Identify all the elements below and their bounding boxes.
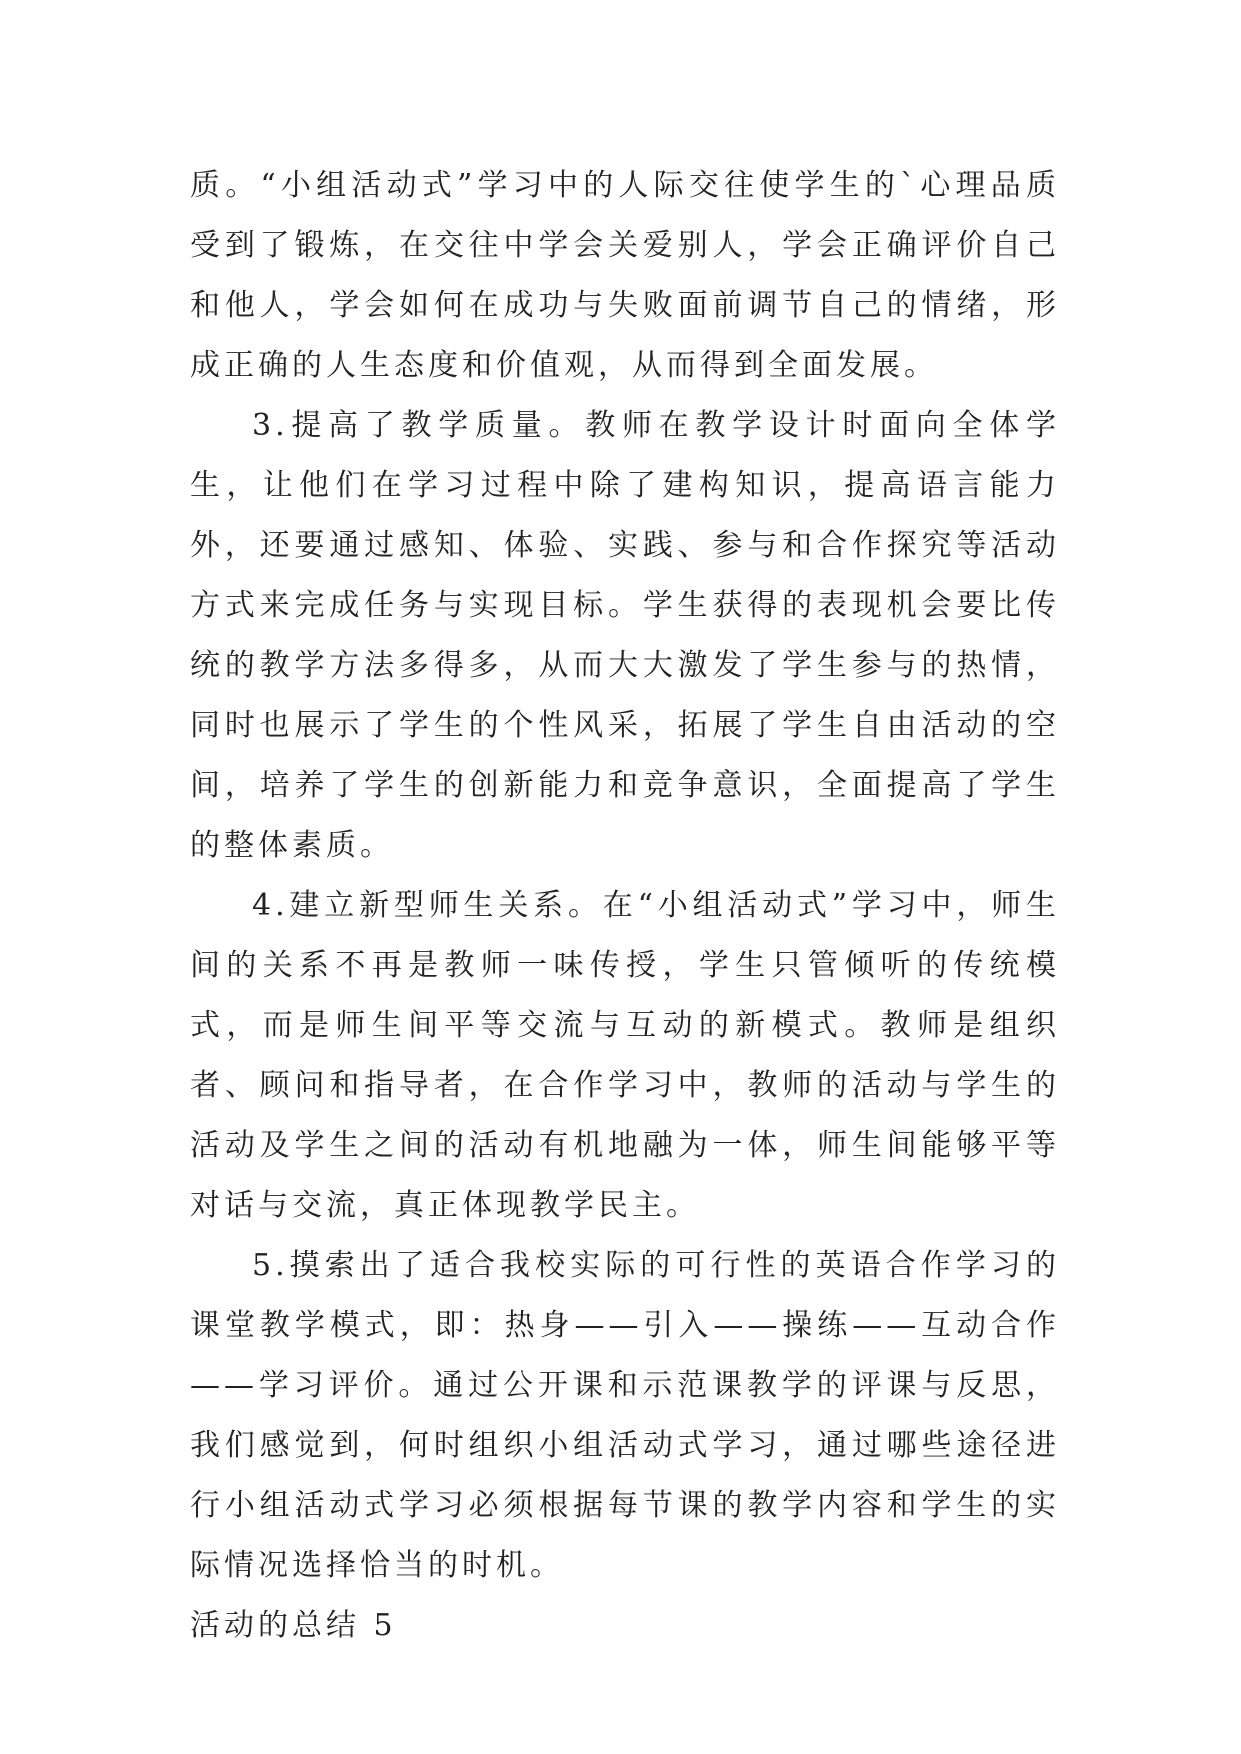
- paragraph-continuation: 质。“小组活动式”学习中的人际交往使学生的`心理品质受到了锻炼，在交往中学会关爱别人，学会正确评价自己和他人，学会如何在成功与失败面前调节自己的情绪，形成正确的人生态度和价值观，从而得到全面发展。: [190, 168, 1060, 383]
- paragraph-item-5: 5.摸索出了适合我校实际的可行性的英语合作学习的课堂教学模式，即：热身——引入——操练——互动合作——学习评价。通过公开课和示范课教学的评课与反思，我们感觉到，何时组织小组活动式学习，通过哪些途径进行小组活动式学习必须根据每节课的教学内容和学生的实际情况选择恰当的时机。: [190, 1248, 1060, 1583]
- section-heading: 活动的总结 5: [190, 1608, 397, 1643]
- document-body: [190, 156, 1060, 1656]
- paragraph-item-3: 3.提高了教学质量。教师在教学设计时面向全体学生，让他们在学习过程中除了建构知识，提高语言能力外，还要通过感知、体验、实践、参与和合作探究等活动方式来完成任务与实现目标。学生获得的表现机会要比传统的教学方法多得多，从而大大激发了学生参与的热情，同时也展示了学生的个性风采，拓展了学生自由活动的空间，培养了学生的创新能力和竞争意识，全面提高了学生的整体素质。: [190, 408, 1060, 863]
- paragraph-item-4: 4.建立新型师生关系。在“小组活动式”学习中，师生间的关系不再是教师一味传授，学生只管倾听的传统模式，而是师生间平等交流与互动的新模式。教师是组织者、顾问和指导者，在合作学习中，教师的活动与学生的活动及学生之间的活动有机地融为一体，师生间能够平等对话与交流，真正体现教学民主。: [190, 888, 1060, 1223]
